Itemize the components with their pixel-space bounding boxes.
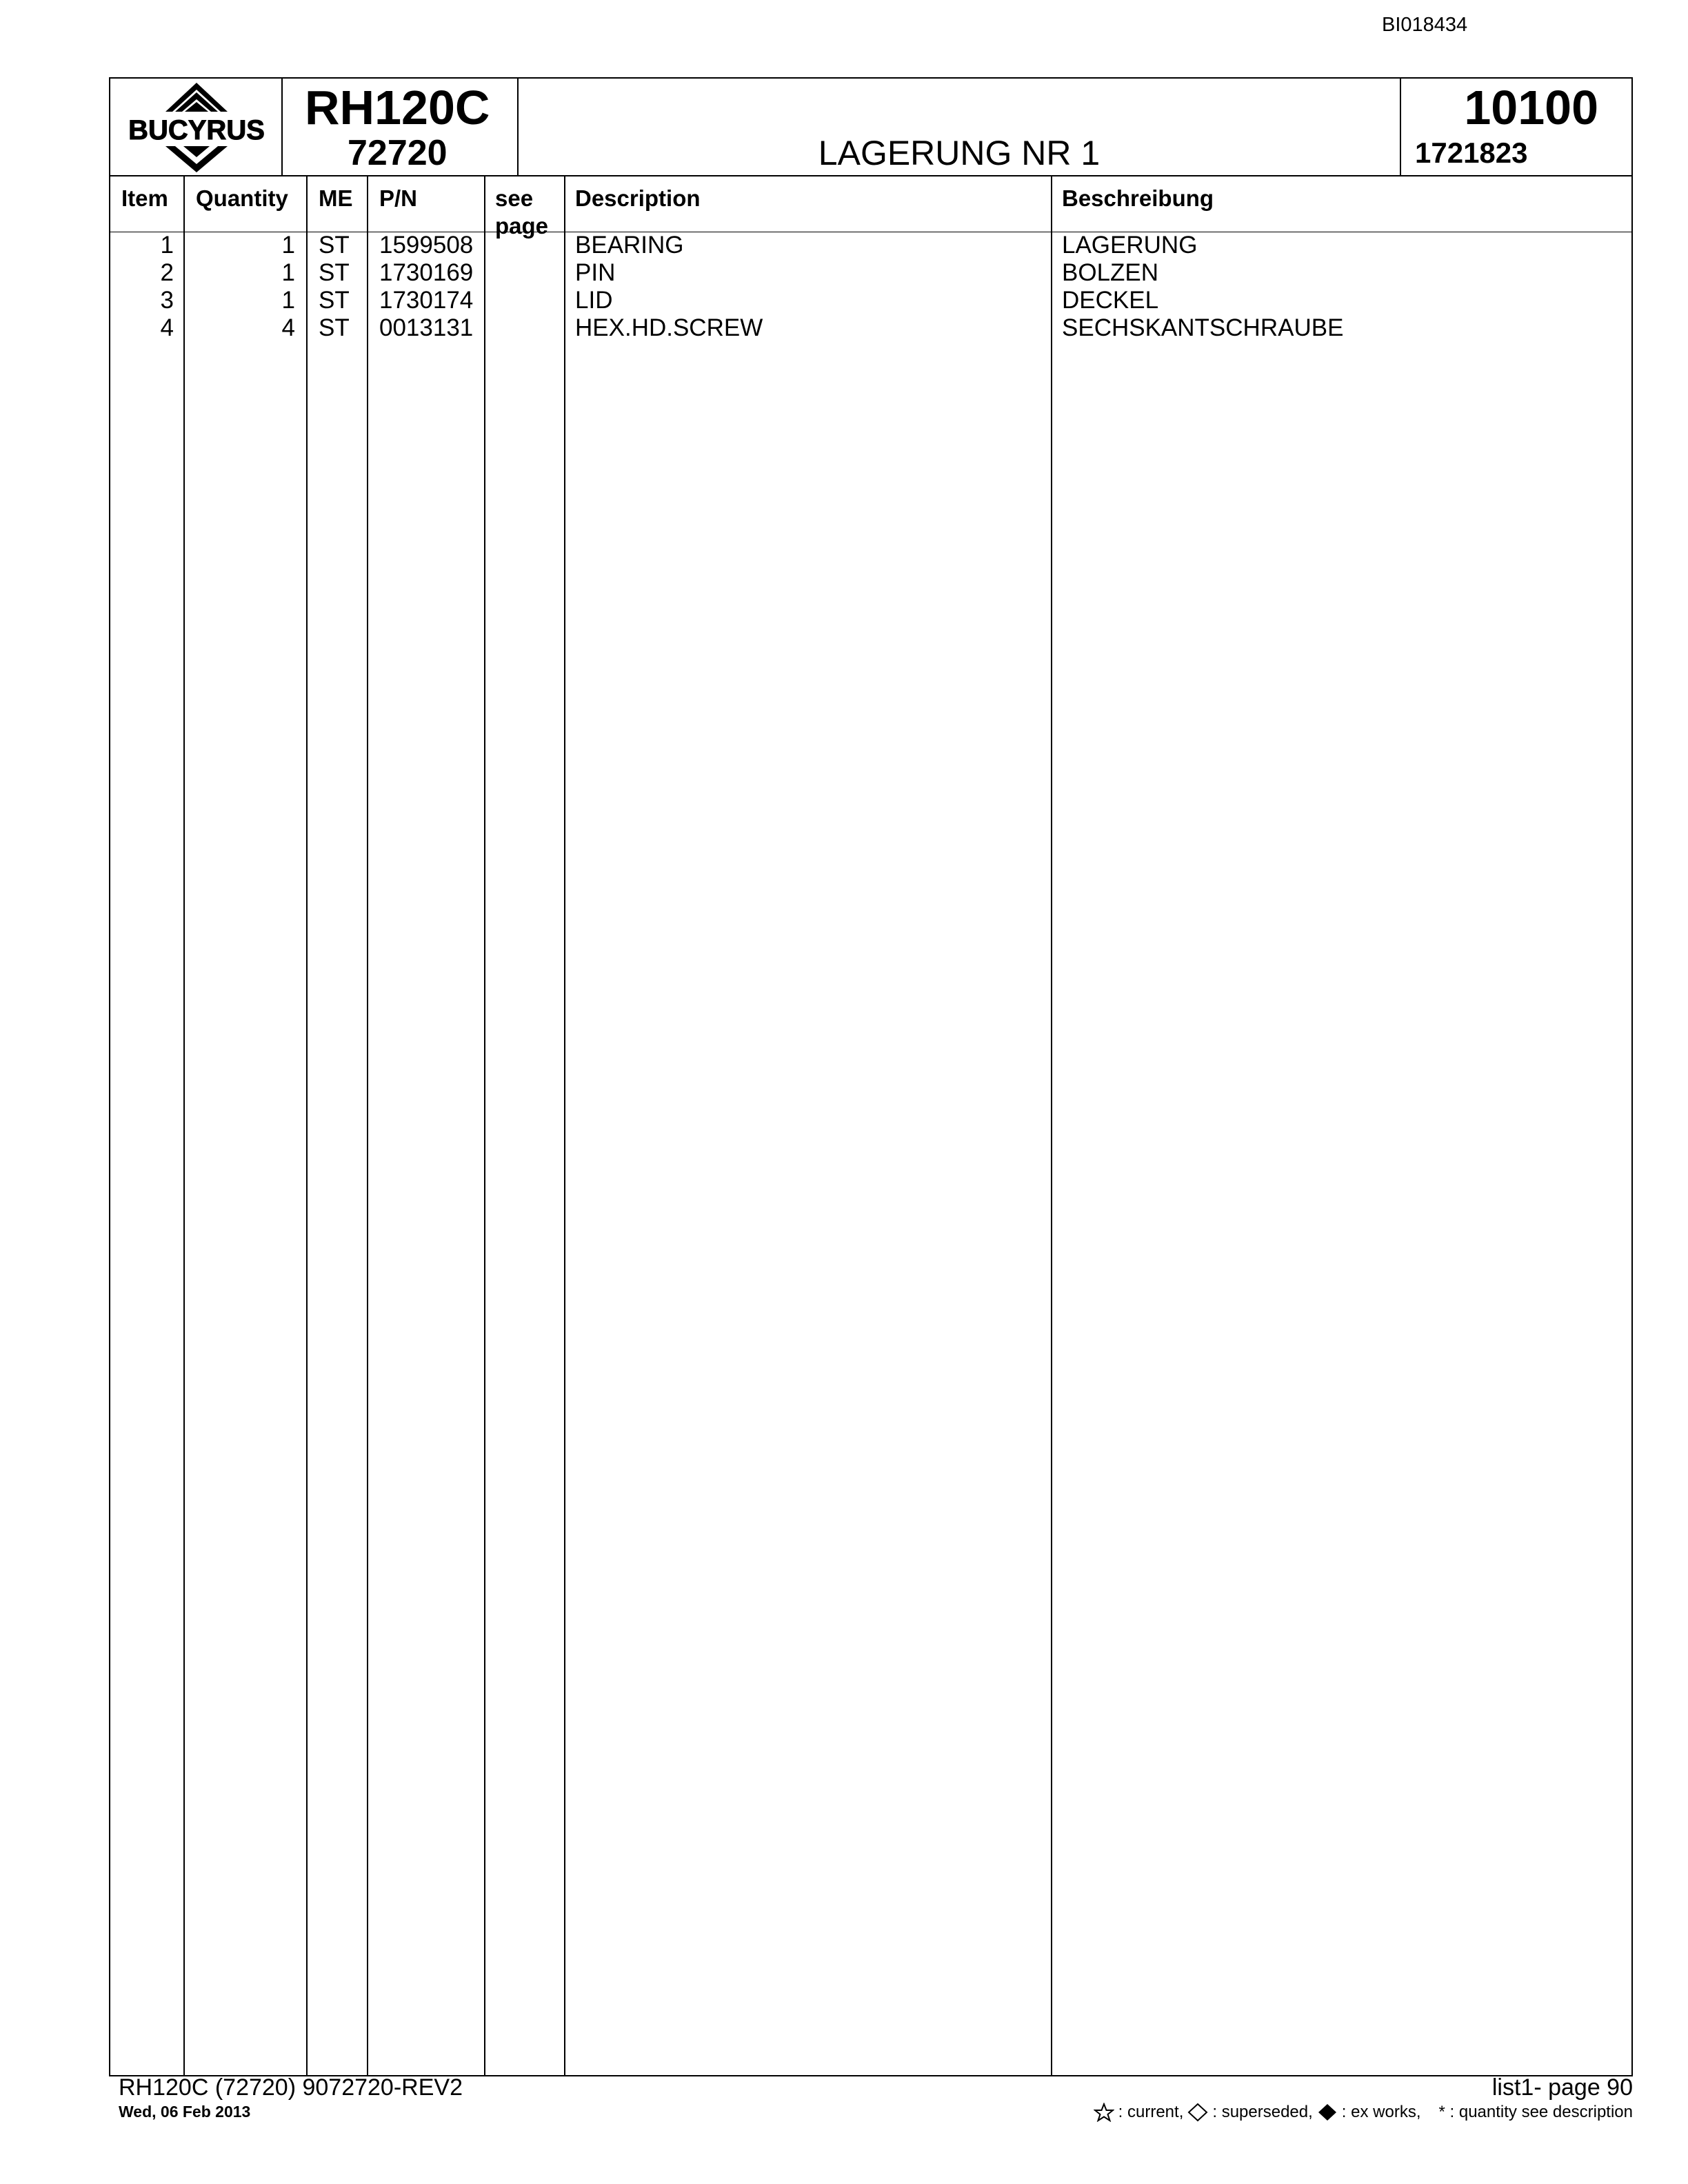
logo-cell: [110, 79, 283, 175]
cell-item: 1: [160, 232, 174, 259]
group-number: 10100: [1464, 81, 1598, 134]
column-divider: [1051, 175, 1052, 2075]
col-header-item: Item: [121, 185, 168, 211]
cell-me: ST: [319, 232, 350, 259]
column-divider: [564, 175, 565, 2075]
group-part-number: 1721823: [1415, 136, 1528, 169]
model-cell: [283, 79, 519, 175]
footer-page-number: list1- page 90: [1491, 2074, 1633, 2101]
title-cell: [519, 79, 1401, 175]
header-row: [110, 79, 1631, 176]
document-id: BI018434: [1382, 14, 1468, 36]
legend-current: : current,: [1118, 2103, 1184, 2121]
footer-document-ref: RH120C (72720) 9072720-REV2: [119, 2074, 463, 2101]
cell-quantity: 1: [281, 287, 295, 314]
col-header-quantity: Quantity: [196, 185, 288, 211]
cell-beschreibung: BOLZEN: [1062, 259, 1159, 286]
cell-pn: 1730174: [379, 287, 474, 314]
column-header-row: [110, 175, 1631, 239]
model-name: RH120C: [305, 81, 490, 134]
cell-description: BEARING: [575, 232, 684, 259]
diamond-outline-icon: [1187, 2103, 1208, 2122]
col-header-description: Description: [575, 185, 701, 211]
model-number: 72720: [348, 133, 448, 173]
footer-legend: [1094, 2101, 1633, 2123]
cell-item: 3: [160, 287, 174, 314]
cell-description: PIN: [575, 259, 616, 286]
legend-superseded: : superseded,: [1212, 2103, 1313, 2121]
legend-quantity-note: * : quantity see description: [1438, 2103, 1633, 2121]
cell-beschreibung: DECKEL: [1062, 287, 1159, 314]
cell-item: 2: [160, 259, 174, 286]
col-header-me: ME: [319, 185, 353, 211]
footer-date: Wed, 06 Feb 2013: [119, 2103, 251, 2121]
cell-pn: 0013131: [379, 314, 474, 341]
cell-beschreibung: SECHSKANTSCHRAUBE: [1062, 314, 1344, 341]
column-divider: [306, 175, 308, 2075]
column-divider: [484, 175, 485, 2075]
parts-list-frame: [109, 77, 1633, 2076]
diamond-filled-icon: [1317, 2103, 1338, 2122]
star-outline-icon: [1094, 2103, 1114, 2122]
col-header-see: see: [495, 185, 534, 211]
cell-beschreibung: LAGERUNG: [1062, 232, 1198, 259]
cell-me: ST: [319, 259, 350, 286]
cell-pn: 1599508: [379, 232, 474, 259]
svg-text:BUCYRUS: BUCYRUS: [128, 115, 265, 145]
column-divider: [183, 175, 185, 2075]
col-header-beschreibung: Beschreibung: [1062, 185, 1214, 211]
cell-quantity: 1: [281, 232, 295, 259]
col-header-page: page: [495, 213, 549, 239]
cell-description: LID: [575, 287, 613, 314]
cell-quantity: 4: [281, 314, 295, 341]
cell-description: HEX.HD.SCREW: [575, 314, 763, 341]
bucyrus-logo-icon: [117, 81, 276, 174]
cell-item: 4: [160, 314, 174, 341]
cell-quantity: 1: [281, 259, 295, 286]
column-divider: [367, 175, 368, 2075]
group-number-cell: [1401, 79, 1633, 175]
legend-ex-works: : ex works,: [1341, 2103, 1421, 2121]
page-title: LAGERUNG NR 1: [818, 134, 1101, 172]
cell-me: ST: [319, 314, 350, 341]
col-header-pn: P/N: [379, 185, 418, 211]
cell-me: ST: [319, 287, 350, 314]
cell-pn: 1730169: [379, 259, 474, 286]
